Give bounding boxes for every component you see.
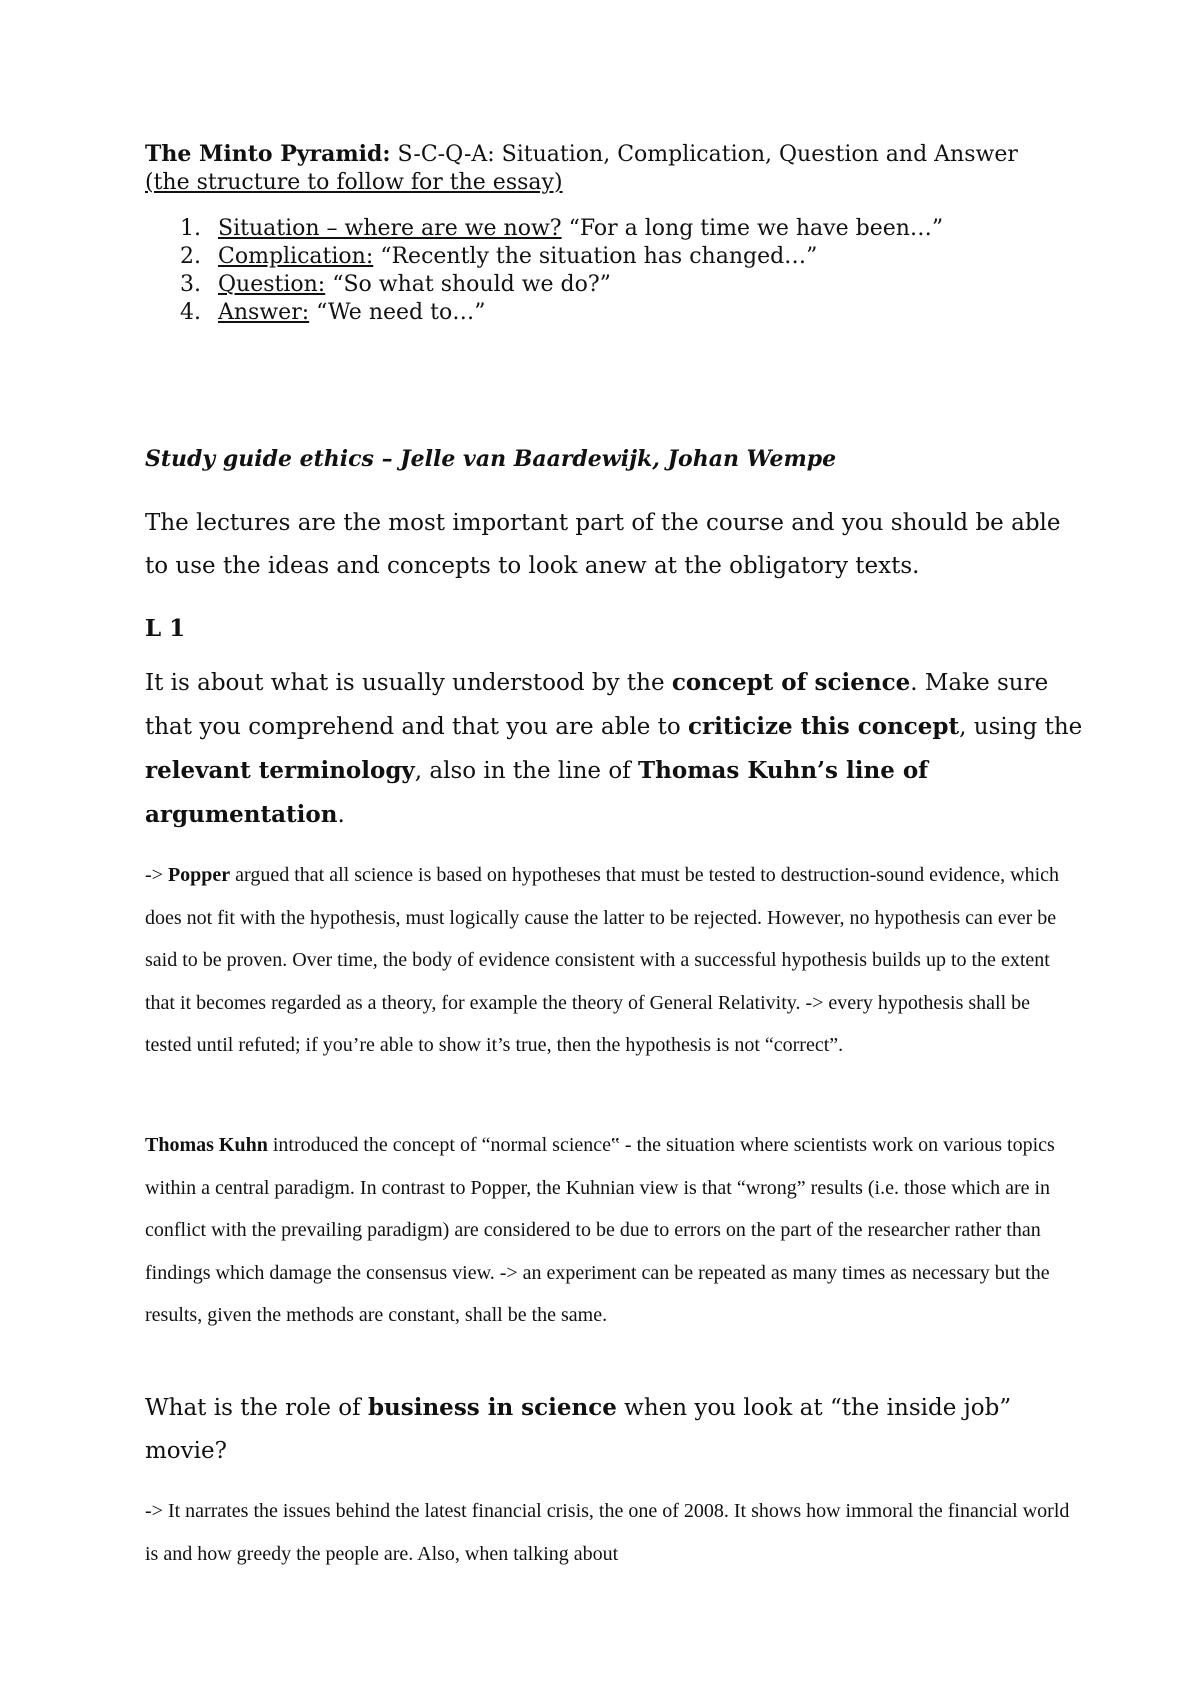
list-item xyxy=(180,271,943,299)
concept-text: It is about what is usually understood by the xyxy=(145,670,672,696)
section-heading-l1: L 1 xyxy=(145,615,186,642)
list-number: 4. xyxy=(180,300,201,325)
business-question xyxy=(145,1386,1085,1473)
list-item xyxy=(180,299,943,327)
intro-paragraph: The lectures are the most important part of the course and you should be able to use the ideas and concepts to look anew at the obligatory texts. xyxy=(145,510,1061,579)
concept-bold: Thomas Kuhn’s line of argumentation xyxy=(145,757,929,828)
question-bold: business in science xyxy=(367,1394,617,1421)
concept-text: , using the xyxy=(959,714,1083,740)
list-item-label: Answer: xyxy=(218,300,310,325)
concept-text: . xyxy=(337,802,345,828)
popper-paragraph xyxy=(145,854,1070,1067)
list-item xyxy=(180,243,943,271)
minto-text: S-C-Q-A: Situation, Complication, Question and Answer xyxy=(390,142,1018,167)
concept-text: , also in the line of xyxy=(414,758,639,784)
list-item xyxy=(180,215,943,243)
kuhn-name: Thomas Kuhn xyxy=(145,1134,268,1156)
question-text: when you look at “the inside job” movie? xyxy=(145,1395,1012,1464)
study-guide-title: Study guide ethics – Jelle van Baardewijk, Johan Wempe xyxy=(145,446,837,472)
minto-underlined: (the structure to follow for the essay) xyxy=(145,170,563,195)
concept-paragraph xyxy=(145,661,1085,837)
kuhn-text: introduced the concept of “normal science‟ - the situation where scientists work on various topics within a central paradigm. In contrast to Popper, the Kuhnian view is that “wrong” results (i.e. those which are in conflict with the prevailing paradigm) are considered to be due to errors on the part of the researcher rather than findings which damage the consensus view. -> an experiment can be repeated as many times as necessary but the results, given the methods are constant, shall be the same. xyxy=(145,1134,1055,1327)
list-item-text: “For a long time we have been…” xyxy=(561,216,944,241)
list-item-text: “So what should we do?” xyxy=(325,272,611,297)
list-item-text: “Recently the situation has changed…” xyxy=(373,244,818,269)
list-item-label: Complication: xyxy=(218,244,374,269)
kuhn-paragraph xyxy=(145,1124,1070,1337)
list-item-label: Situation – where are we now? xyxy=(218,216,562,241)
list-item-label: Question: xyxy=(218,272,326,297)
list-number: 3. xyxy=(180,272,201,297)
minto-title: The Minto Pyramid: xyxy=(145,141,391,167)
inside-job-paragraph: -> It narrates the issues behind the latest financial crisis, the one of 2008. It shows how immoral the financial world is and how greedy the people are. Also, when talking about xyxy=(145,1500,1070,1565)
minto-heading xyxy=(145,140,1065,197)
concept-bold: criticize this concept xyxy=(688,713,960,740)
arrow-prefix: -> xyxy=(145,864,168,886)
list-number: 2. xyxy=(180,244,201,269)
popper-name: Popper xyxy=(167,864,231,886)
concept-bold: concept of science xyxy=(671,669,911,696)
question-text: What is the role of xyxy=(145,1395,368,1421)
concept-text: . Make sure that you comprehend and that you are able to xyxy=(145,670,1049,740)
popper-text: argued that all science is based on hypotheses that must be tested to destruction-sound evidence, which does not fit with the hypothesis, must logically cause the latter to be rejected. However, no hypothesis can ever be said to be proven. Over time, the body of evidence consistent with a successful hypothesis builds up to the extent that it becomes regarded as a theory, for example the theory of General Relativity. -> every hypothesis shall be tested until refuted; if you’re able to show it’s true, then the hypothesis is not “correct”. xyxy=(145,864,1060,1057)
list-number: 1. xyxy=(180,216,201,241)
minto-list xyxy=(180,215,943,327)
concept-bold: relevant terminology xyxy=(145,757,415,784)
list-item-text: “We need to…” xyxy=(309,300,486,325)
